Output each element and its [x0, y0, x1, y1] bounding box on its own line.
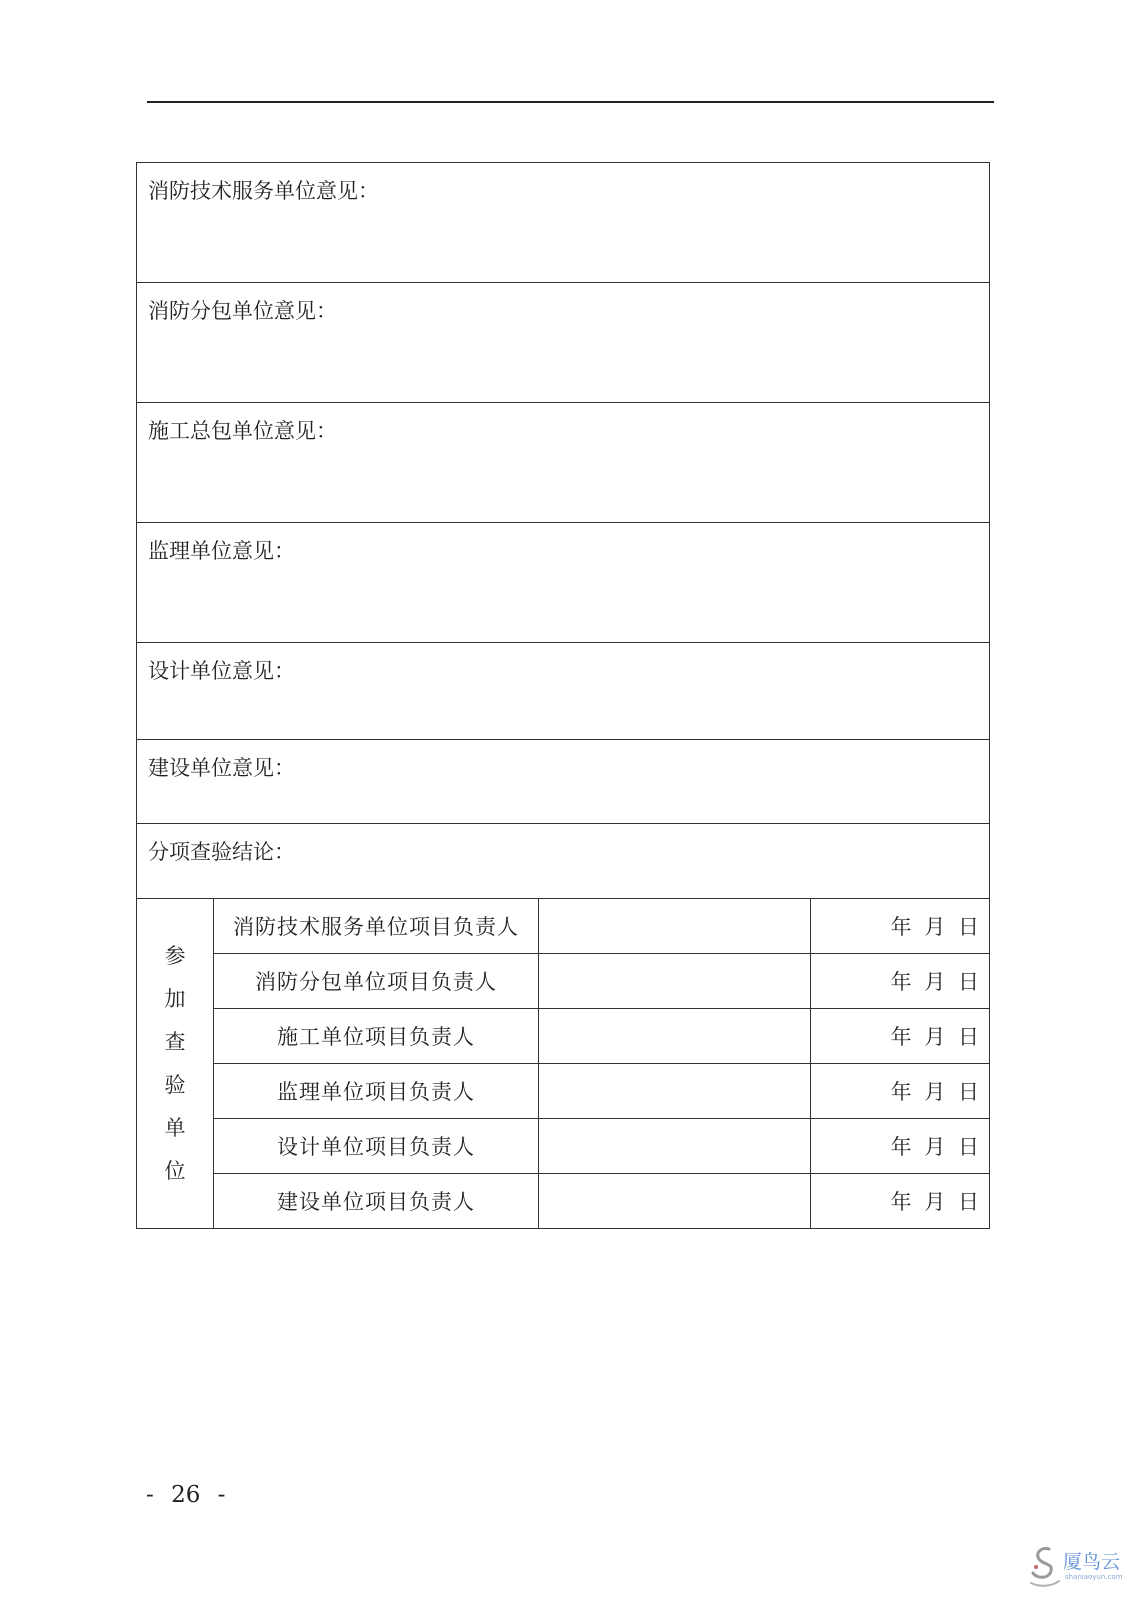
watermark-text: 厦鸟云 [1063, 1551, 1121, 1573]
bird-logo-icon [1027, 1543, 1061, 1589]
signature-field[interactable] [539, 1119, 811, 1174]
signature-row [137, 1009, 990, 1064]
opinion-row [137, 163, 990, 283]
date-field[interactable]: 年 月 日 [811, 954, 990, 1009]
opinion-row [137, 643, 990, 740]
opinion-design: 设计单位意见： [137, 643, 990, 740]
header-rule [147, 101, 994, 103]
watermark-subtext: shaniaoyun.com [1065, 1573, 1123, 1581]
inspection-form-table [136, 162, 990, 1229]
page-number: - 26 - [146, 1482, 226, 1508]
signature-field[interactable] [539, 1009, 811, 1064]
role-label: 建设单位项目负责人 [214, 1174, 539, 1229]
opinion-fire-subcontractor: 消防分包单位意见： [137, 283, 990, 403]
date-field[interactable]: 年 月 日 [811, 899, 990, 954]
inspection-conclusion: 分项查验结论： [137, 824, 990, 899]
signature-row [137, 899, 990, 954]
date-field[interactable]: 年 月 日 [811, 1119, 990, 1174]
date-field[interactable]: 年 月 日 [811, 1174, 990, 1229]
signature-field[interactable] [539, 954, 811, 1009]
date-field[interactable]: 年 月 日 [811, 1009, 990, 1064]
signature-field[interactable] [539, 899, 811, 954]
opinion-row [137, 283, 990, 403]
signature-field[interactable] [539, 1174, 811, 1229]
opinion-row [137, 403, 990, 523]
role-label: 设计单位项目负责人 [214, 1119, 539, 1174]
signature-row [137, 954, 990, 1009]
role-label: 消防技术服务单位项目负责人 [214, 899, 539, 954]
date-field[interactable]: 年 月 日 [811, 1064, 990, 1119]
role-label: 消防分包单位项目负责人 [214, 954, 539, 1009]
opinion-supervision: 监理单位意见： [137, 523, 990, 643]
signature-row [137, 1119, 990, 1174]
opinion-row [137, 523, 990, 643]
signature-field[interactable] [539, 1064, 811, 1119]
opinion-fire-tech-service: 消防技术服务单位意见： [137, 163, 990, 283]
signature-row [137, 1064, 990, 1119]
signature-row [137, 1174, 990, 1229]
opinion-row [137, 740, 990, 824]
participants-label: 参 加 查 验 单 位 [137, 899, 214, 1229]
opinion-general-contractor: 施工总包单位意见： [137, 403, 990, 523]
watermark [1027, 1543, 1123, 1593]
role-label: 监理单位项目负责人 [214, 1064, 539, 1119]
role-label: 施工单位项目负责人 [214, 1009, 539, 1064]
opinion-owner: 建设单位意见： [137, 740, 990, 824]
opinion-row [137, 824, 990, 899]
